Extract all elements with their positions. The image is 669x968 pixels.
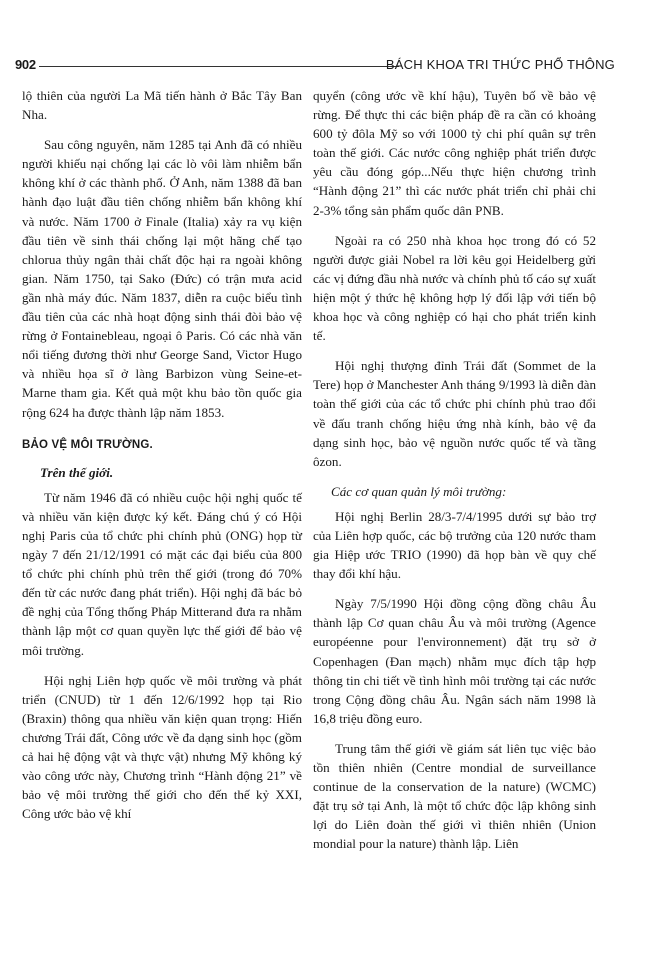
paragraph: Hội nghị Berlin 28/3-7/4/1995 dưới sự bảo trợ của Liên hợp quốc, các bộ trưởng của 120 nước tham gia Hiệp ước TRIO (1990) đã họp bàn về quy chế thay đổi khí hậu. [313,508,596,582]
paragraph: Sau công nguyên, năm 1285 tại Anh đã có nhiều người khiếu nại chống lại các lò vôi làm nhiễm bẩn không khí ở các thành phố. Ở Anh, năm 1388 đã ban hành đạo luật đầu tiên chống nhiễm bẩn không khí và nước. Năm 1700 ở Finale (Italia) xảy ra vụ kiện đầu tiên về sinh thái chống lại một hãng chế tạo chlorua thủy ngân thải chất độc hại ra ngoài không gian. Năm 1750, tại Sako (Đức) có trận mưa acid gần nhà máy đúc. Năm 1837, diễn ra cuộc biểu tình đầu tiên của các nhà hoạt động sinh thái đòi bảo vệ rừng ở Fontainebleau, ngoại ô Paris. Có các nhà văn nổi tiếng đương thời như George Sand, Victor Hugo và nhiều họa sĩ ở làng Barbizon vùng Seine-et-Marne tham gia. Kết quả một khu bảo tồn quốc gia rộng 624 ha được thành lập năm 1853. [22,137,302,420]
page-header [15,57,615,79]
right-column [313,86,596,853]
subheading: Các cơ quan quản lý môi trường: [331,483,507,499]
section-title: BẢO VỆ MÔI TRƯỜNG. [22,438,153,451]
paragraph: Hội nghị Liên hợp quốc về môi trường và phát triển (CNUD) từ 1 đến 12/6/1992 họp tại Rio (Braxin) thông qua nhiều văn kiện quan trọng: Hiến chương Trái đất, Công ước về đa dạng sinh học (gồm cả hai hệ động vật và thực vật) nhưng Mỹ không ký vào công ước này, Chương trình “Hành động 21” về bảo vệ môi trường thế giới cho đến thế kỷ XXI, Công ước bảo vệ khí [22,672,302,822]
header-rule [39,66,399,67]
paragraph: lộ thiên của người La Mã tiến hành ở Bắc Tây Ban Nha. [22,88,302,123]
paragraph: Từ năm 1946 đã có nhiều cuộc hội nghị quốc tế và nhiều văn kiện được ký kết. Đáng chú ý có Hội nghị Paris của tổ chức phi chính phủ (ONG) họp từ ngày 7 đến 21/12/1991 có mặt các đại biểu của 800 tổ chức phi chính phủ trên thế giới (trong đó 70% đến từ các nước đang phát triển). Hội nghị đã bác bỏ đề nghị của Tổng thống Pháp Mitterand đưa ra nhằm thành lập một cơ quan quyền lực thế giới để bảo vệ môi trường. [22,489,302,658]
paragraph: Hội nghị thượng đỉnh Trái đất (Sommet de la Tere) họp ở Manchester Anh tháng 9/1993 là diễn đàn toàn thế giới của các tổ chức phi chính phủ trao đổi về đấu tranh chống hiệu ứng nhà kính, bảo vệ đa dạng sinh học, bảo vệ nguồn nước quốc tế và tầng ôzon. [313,358,596,469]
page-number: 902 [15,57,36,72]
paragraph: Trung tâm thế giới về giám sát liên tục việc bảo tồn thiên nhiên (Centre mondial de surveillance continue de la conservation de la nature) (WCMC) đặt trụ sở tại Anh, là một tổ chức độc lập không sinh lợi do Liên đoàn thế giới vì thiên nhiên (Union mondial pour la nature) thành lập. Liên [313,740,596,852]
paragraph: Ngày 7/5/1990 Hội đồng cộng đồng châu Âu thành lập Cơ quan châu Âu và môi trường (Agence européenne pour l'environnement) đặt trụ sở ở Copenhagen (Đan mạch) nhằm mục đích tập hợp thông tin chi tiết về tình hình môi trường tại các nước trong Cộng đồng châu Âu. Ngân sách năm 1998 là 16,8 triệu đồng euro. [313,596,596,726]
subheading: Trên thế giới. [40,464,114,480]
paragraph: quyển (công ước về khí hậu), Tuyên bố về bảo vệ rừng. Để thực thi các biện pháp đề ra cần có khoảng 600 tỷ đôla Mỹ so với 1000 tỷ chi phí quân sự trên toàn thế giới. Các nước công nghiệp phát triển được yêu cầu đóng góp...Nếu thực hiện chương trình “Hành động 21” thì các nước phát triển chỉ phải chi 2-3% tổng sản phẩm quốc dân PNB. [313,88,596,218]
paragraph: Ngoài ra có 250 nhà khoa học trong đó có 52 người được giải Nobel ra lời kêu gọi Heidelberg gửi các vị đứng đầu nhà nước và chính phủ tố cáo sự xuất hiện một ý thức hệ không hợp lý đối lập với tiến bộ khoa học và công nghiệp có hại cho phát triển kinh tế. [313,232,596,344]
running-title: BÁCH KHOA TRI THỨC PHỔ THÔNG [385,57,615,72]
left-column [22,86,302,823]
